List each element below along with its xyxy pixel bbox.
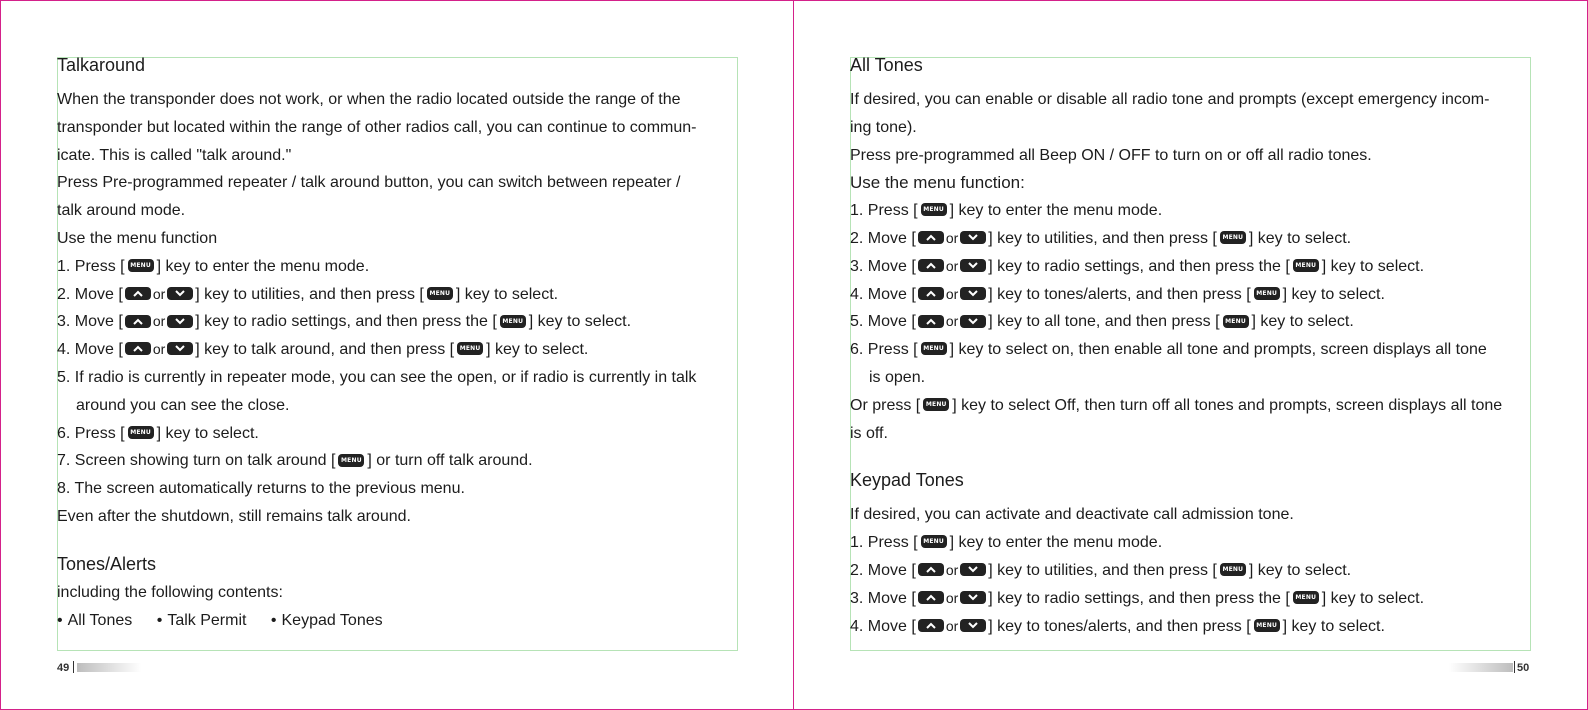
page-number-left: 49: [57, 662, 70, 674]
up-arrow-key-icon: [125, 315, 151, 328]
talkaround-heading: Talkaround: [57, 55, 146, 75]
menu-key-icon: MENU: [1293, 591, 1319, 604]
left-page-content: [57, 50, 747, 634]
down-arrow-key-icon: [167, 287, 193, 300]
tones-alerts-heading: Tones/Alerts: [57, 553, 157, 574]
keypad-tones-step-4: 4. Move [ or ] key to tones/alerts, and then press [ MENU ] key to select.: [850, 617, 1385, 635]
down-arrow-key-icon: [960, 619, 986, 632]
bullet-item: Keypad Tones: [281, 611, 383, 629]
menu-key-icon: MENU: [921, 535, 947, 548]
keypad-tones-step-2: 2. Move [ or ] key to utilities, and then press [ MENU ] key to select.: [850, 561, 1352, 579]
talkaround-step-7: 7. Screen showing turn on talk around [ MENU ] or turn off talk around.: [57, 452, 533, 470]
talkaround-paragraph-line: talk around mode.: [57, 202, 186, 220]
menu-key-icon: MENU: [128, 426, 154, 439]
up-arrow-key-icon: [918, 619, 944, 632]
all-tones-menu-function-label: Use the menu function:: [850, 173, 1025, 193]
keypad-tones-step-3: 3. Move [ or ] key to radio settings, and then press the [ MENU ] key to select.: [850, 589, 1425, 607]
menu-key-icon: MENU: [1293, 259, 1319, 272]
menu-key-icon: MENU: [128, 259, 154, 272]
menu-key-icon: MENU: [338, 454, 364, 467]
menu-key-icon: MENU: [923, 398, 949, 411]
bullet-icon: •: [270, 611, 277, 629]
menu-key-icon: MENU: [500, 315, 526, 328]
right-page-content: [850, 50, 1550, 640]
menu-key-icon: MENU: [1254, 619, 1280, 632]
all-tones-step-2: 2. Move [ or ] key to utilities, and then press [ MENU ] key to select.: [850, 229, 1352, 247]
talkaround-step-6: 6. Press [ MENU ] key to select.: [57, 424, 259, 442]
talkaround-step-3: 3. Move [ or ] key to radio settings, and then press the [ MENU ] key to select.: [57, 313, 632, 331]
all-tones-or-press-continued: is off.: [850, 424, 888, 442]
all-tones-step-6: 6. Press [ MENU ] key to select on, then enable all tone and prompts, screen displays all tone: [850, 341, 1487, 359]
keypad-tones-heading: Keypad Tones: [850, 470, 964, 491]
bullet-item: All Tones: [67, 611, 133, 629]
footer-gradient-bar: [77, 663, 141, 672]
tones-alerts-intro: including the following contents:: [57, 583, 283, 601]
talkaround-closing: Even after the shutdown, still remains talk around.: [57, 507, 411, 525]
all-tones-step-6-continued: is open.: [869, 368, 926, 386]
down-arrow-key-icon: [960, 315, 986, 328]
menu-key-icon: MENU: [921, 203, 947, 216]
talkaround-paragraph-line: When the transponder does not work, or when the radio located outside the range of the: [57, 91, 681, 108]
talkaround-step-5-continued: around you can see the close.: [76, 396, 290, 414]
menu-key-icon: MENU: [921, 342, 947, 355]
menu-key-icon: MENU: [1254, 287, 1280, 300]
talkaround-paragraph-line: Press Pre-programmed repeater / talk around button, you can switch between repeater /: [57, 174, 681, 192]
down-arrow-key-icon: [960, 563, 986, 576]
bullet-item: Talk Permit: [167, 611, 247, 629]
down-arrow-key-icon: [167, 342, 193, 355]
bullet-icon: •: [57, 611, 63, 629]
page-number-right: 50: [1517, 662, 1530, 674]
page-number-divider: [73, 661, 74, 673]
talkaround-paragraph-line: icate. This is called "talk around.": [57, 146, 292, 164]
all-tones-heading: All Tones: [850, 55, 923, 75]
up-arrow-key-icon: [918, 287, 944, 300]
all-tones-paragraph-line: Press pre-programmed all Beep ON / OFF to turn on or off all radio tones.: [850, 146, 1372, 164]
up-arrow-key-icon: [918, 591, 944, 604]
menu-key-icon: MENU: [427, 287, 453, 300]
up-arrow-key-icon: [918, 563, 944, 576]
menu-key-icon: MENU: [457, 342, 483, 355]
up-arrow-key-icon: [918, 315, 944, 328]
down-arrow-key-icon: [167, 315, 193, 328]
talkaround-paragraph-line: Use the menu function: [57, 229, 218, 247]
all-tones-paragraph-line: If desired, you can enable or disable all radio tone and prompts (except emergency incom-: [850, 91, 1490, 108]
bullet-icon: •: [156, 611, 163, 629]
up-arrow-key-icon: [125, 342, 151, 355]
talkaround-step-2: 2. Move [ or ] key to utilities, and then press [ MENU ] key to select.: [57, 285, 559, 303]
keypad-tones-step-1: 1. Press [ MENU ] key to enter the menu mode.: [850, 534, 1163, 552]
down-arrow-key-icon: [960, 259, 986, 272]
all-tones-paragraph-line: ing tone).: [850, 118, 917, 136]
menu-key-icon: MENU: [1220, 563, 1246, 576]
page-spine: [793, 0, 794, 710]
up-arrow-key-icon: [918, 231, 944, 244]
all-tones-step-5: 5. Move [ or ] key to all tone, and then press [ MENU ] key to select.: [850, 313, 1354, 331]
down-arrow-key-icon: [960, 591, 986, 604]
all-tones-step-4: 4. Move [ or ] key to tones/alerts, and then press [ MENU ] key to select.: [850, 285, 1385, 303]
talkaround-step-1: 1. Press [ MENU ] key to enter the menu mode.: [57, 257, 370, 275]
up-arrow-key-icon: [125, 287, 151, 300]
footer-gradient-bar: [1449, 663, 1513, 672]
up-arrow-key-icon: [918, 259, 944, 272]
menu-key-icon: MENU: [1223, 315, 1249, 328]
talkaround-step-8: 8. The screen automatically returns to the previous menu.: [57, 480, 465, 498]
down-arrow-key-icon: [960, 231, 986, 244]
all-tones-step-3: 3. Move [ or ] key to radio settings, and then press the [ MENU ] key to select.: [850, 257, 1425, 275]
talkaround-step-5: 5. If radio is currently in repeater mode, you can see the open, or if radio is currently in talk: [57, 368, 697, 386]
menu-key-icon: MENU: [1220, 231, 1246, 244]
talkaround-paragraph-line: transponder but located within the range of other radios call, you can continue to commun-: [57, 118, 697, 136]
talkaround-step-4: 4. Move [ or ] key to talk around, and then press [ MENU ] key to select.: [57, 341, 589, 359]
tones-alerts-bullet-list: [57, 607, 747, 635]
all-tones-step-1: 1. Press [ MENU ] key to enter the menu mode.: [850, 202, 1163, 220]
down-arrow-key-icon: [960, 287, 986, 300]
keypad-tones-intro: If desired, you can activate and deactivate call admission tone.: [850, 506, 1294, 524]
page-number-divider: [1514, 661, 1515, 673]
all-tones-or-press: Or press [ MENU ] key to select Off, then turn off all tones and prompts, screen displays all tone: [850, 396, 1503, 414]
